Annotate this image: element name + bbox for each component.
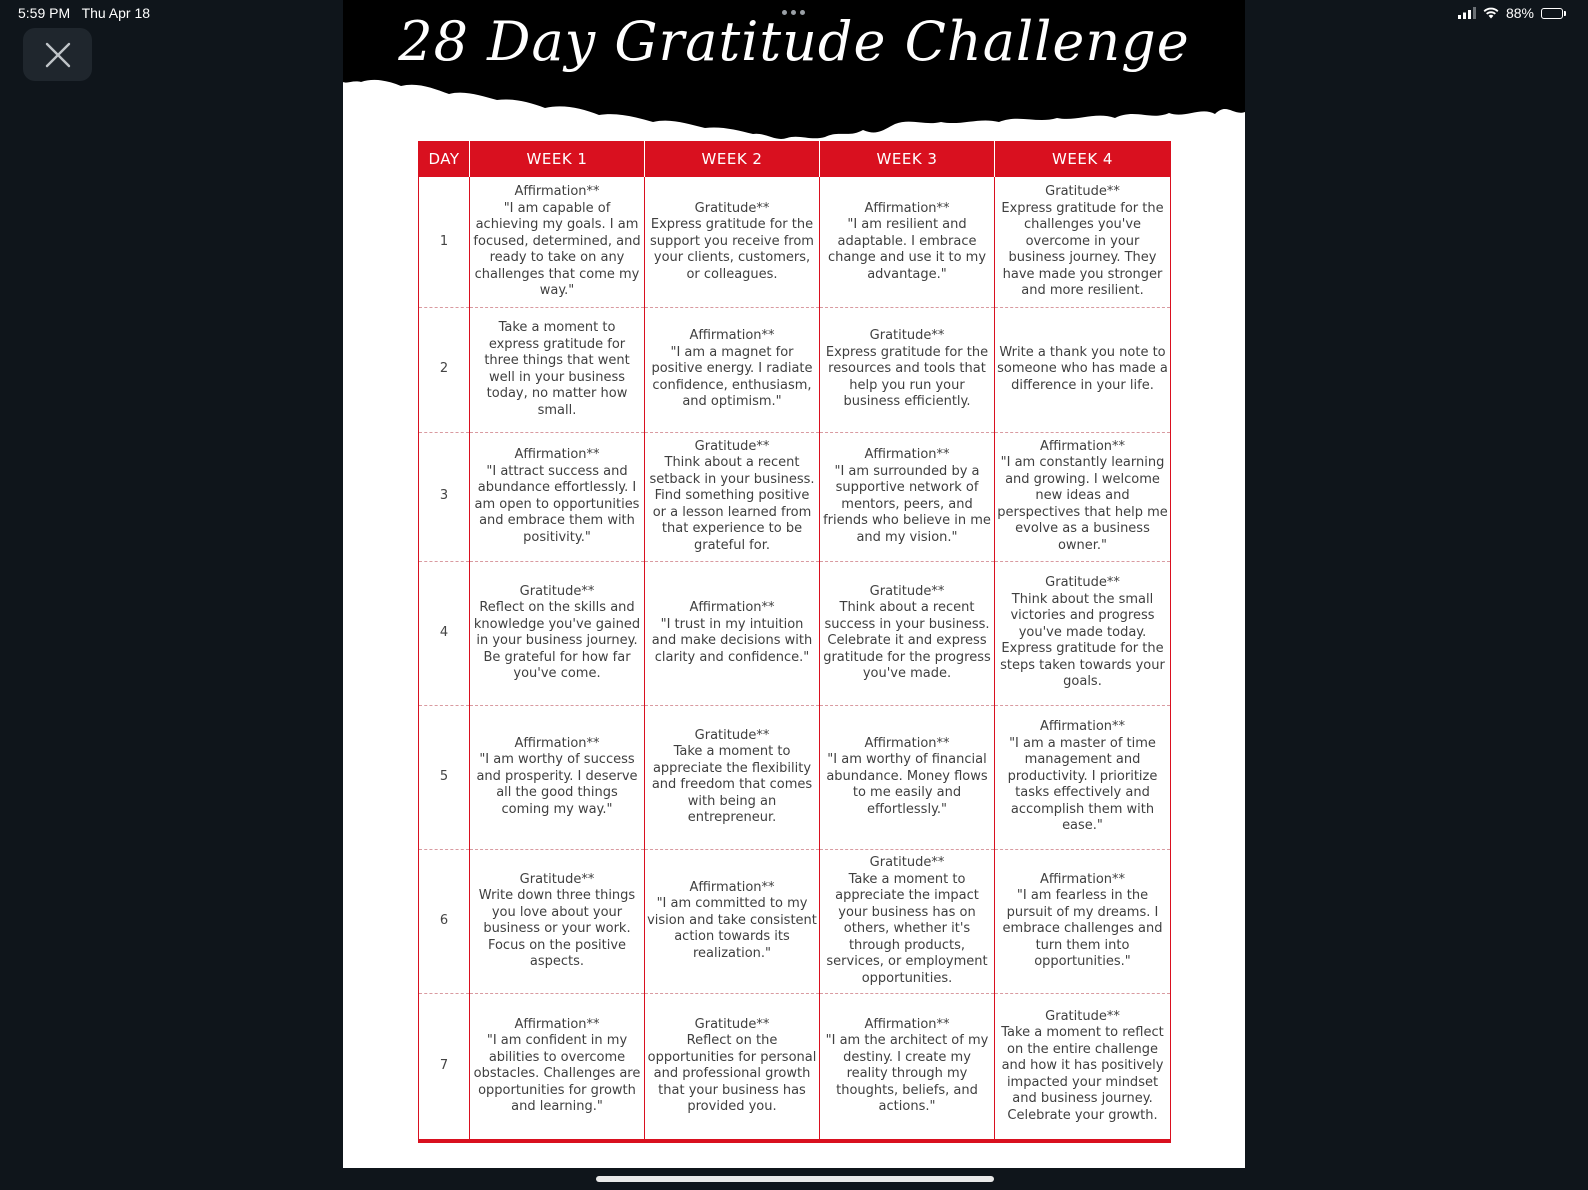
prompt-text: "I trust in my intuition and make decisions with clarity and confidence." — [651, 616, 813, 665]
prompt-text: "I am the architect of my destiny. I create my reality through my thoughts, beliefs, and actions." — [825, 1033, 989, 1115]
prompt-text: "I am surrounded by a supportive network of mentors, peers, and friends who believe in me and my vision." — [823, 463, 991, 545]
prompt-text: Think about a recent setback in your business. Find something positive or a lesson learned from that experience to be grateful for. — [649, 455, 815, 553]
table-row — [419, 432, 1171, 561]
column-header-week-3: WEEK 3 — [820, 141, 995, 177]
prompt-type: Gratitude** — [869, 855, 945, 870]
prompt-text: Take a moment to appreciate the impact your business has on others, whether it's through products, services, or employment opportunities. — [826, 871, 988, 986]
prompt-type: Affirmation** — [514, 447, 600, 462]
challenge-cell-week-3 — [820, 705, 995, 849]
prompt-type: Affirmation** — [514, 735, 600, 751]
status-indicators — [1458, 5, 1566, 21]
prompt-text: Think about a recent success in your business. Celebrate it and express gratitude for the progress you've made. — [823, 600, 991, 681]
challenge-cell-week-4 — [995, 705, 1171, 849]
close-icon — [45, 42, 71, 68]
battery-icon — [1541, 8, 1566, 19]
challenge-cell-week-1 — [470, 561, 645, 705]
day-number: 5 — [419, 705, 470, 849]
challenge-cell-week-4 — [995, 307, 1171, 432]
challenge-cell-week-2 — [645, 993, 820, 1141]
challenge-cell-week-1 — [470, 849, 645, 993]
column-header-week-1: WEEK 1 — [470, 141, 645, 177]
prompt-text: "I am worthy of financial abundance. Money flows to me easily and effortlessly." — [826, 752, 988, 817]
prompt-type: Affirmation** — [689, 600, 775, 615]
table-row — [419, 561, 1171, 705]
challenge-cell-week-2 — [645, 849, 820, 993]
home-indicator[interactable] — [596, 1176, 994, 1182]
challenge-cell-week-1 — [470, 307, 645, 432]
prompt-type: Affirmation** — [864, 1016, 950, 1032]
prompt-text: "I am a magnet for positive energy. I radiate confidence, enthusiasm, and optimism." — [651, 344, 813, 410]
prompt-text: Reflect on the opportunities for personal and professional growth that your business has provided you. — [647, 1033, 817, 1115]
prompt-type: Gratitude** — [869, 583, 945, 599]
wifi-icon — [1483, 7, 1499, 19]
prompt-type: Affirmation** — [864, 447, 950, 462]
challenge-cell-week-3 — [820, 177, 995, 307]
prompt-text: Write a thank you note to someone who has made a difference in your life. — [997, 344, 1168, 393]
prompt-type: Gratitude** — [694, 200, 770, 216]
prompt-type: Affirmation** — [689, 328, 775, 344]
prompt-text: Take a moment to express gratitude for three things that went well in your business today, no matter how small. — [484, 320, 630, 418]
prompt-type: Affirmation** — [864, 735, 950, 751]
challenge-cell-week-2 — [645, 561, 820, 705]
prompt-type: Gratitude** — [519, 583, 595, 599]
challenge-cell-week-4 — [995, 561, 1171, 705]
day-number: 3 — [419, 432, 470, 561]
challenge-cell-week-3 — [820, 849, 995, 993]
prompt-type: Affirmation** — [689, 879, 775, 895]
challenge-cell-week-1 — [470, 993, 645, 1141]
prompt-type: Affirmation** — [514, 1016, 600, 1032]
prompt-type: Affirmation** — [1039, 871, 1126, 887]
signal-icon — [1458, 7, 1476, 19]
prompt-text: "I am a master of time management and productivity. I prioritize tasks effectively and accomplish them with ease." — [1007, 735, 1158, 834]
table-row — [419, 849, 1171, 993]
challenge-cell-week-2 — [645, 177, 820, 307]
challenge-cell-week-1 — [470, 705, 645, 849]
prompt-text: Express gratitude for the challenges you've overcome in your business journey. They have made you stronger and more resilient. — [1001, 200, 1164, 298]
prompt-text: "I am resilient and adaptable. I embrace change and use it to my advantage." — [827, 217, 987, 282]
prompt-text: Think about the small victories and progress you've made today. Express gratitude for the steps taken towards your goals. — [1000, 591, 1165, 690]
day-number: 4 — [419, 561, 470, 705]
prompt-text: "I am confident in my abilities to overcome obstacles. Challenges are opportunities for growth and learning." — [473, 1033, 641, 1115]
table-row — [419, 177, 1171, 307]
challenge-cell-week-2 — [645, 432, 820, 561]
prompt-text: Reflect on the skills and knowledge you've gained in your business journey. Be grateful for how far you've come. — [473, 600, 641, 681]
challenge-cell-week-4 — [995, 993, 1171, 1141]
column-header-week-4: WEEK 4 — [995, 141, 1171, 177]
prompt-type: Gratitude** — [1045, 1008, 1120, 1024]
prompt-text: "I attract success and abundance effortlessly. I am open to opportunities and embrace them with positivity." — [474, 463, 640, 545]
prompt-text: "I am committed to my vision and take consistent action towards its realization." — [647, 896, 817, 961]
column-header-day: DAY — [419, 141, 470, 177]
challenge-cell-week-4 — [995, 432, 1171, 561]
prompt-type: Gratitude** — [694, 727, 770, 743]
challenge-cell-week-1 — [470, 177, 645, 307]
prompt-type: Affirmation** — [1039, 438, 1126, 454]
challenge-cell-week-1 — [470, 432, 645, 561]
prompt-type: Affirmation** — [514, 184, 600, 199]
challenge-table — [418, 141, 1171, 1143]
challenge-cell-week-4 — [995, 177, 1171, 307]
prompt-text: "I am capable of achieving my goals. I am focused, determined, and ready to take on any challenges that come my way." — [473, 200, 641, 298]
status-time: 5:59 PM Thu Apr 18 — [18, 5, 151, 21]
challenge-cell-week-2 — [645, 705, 820, 849]
table-row — [419, 705, 1171, 849]
prompt-text: Write down three things you love about your business or your work. Focus on the positive aspects. — [478, 888, 636, 969]
challenge-cell-week-3 — [820, 993, 995, 1141]
prompt-type: Gratitude** — [694, 438, 770, 454]
battery-percent: 88% — [1505, 5, 1534, 21]
table-row — [419, 307, 1171, 432]
prompt-type: Gratitude** — [1045, 575, 1120, 591]
close-button[interactable] — [23, 28, 92, 81]
day-number: 2 — [419, 307, 470, 432]
prompt-type: Gratitude** — [869, 328, 945, 344]
challenge-cell-week-3 — [820, 432, 995, 561]
prompt-type: Affirmation** — [1039, 719, 1126, 735]
prompt-text: Express gratitude for the support you receive from your clients, customers, or colleagues. — [650, 217, 814, 282]
prompt-text: "I am worthy of success and prosperity. I deserve all the good things coming my way." — [476, 752, 638, 817]
day-number: 1 — [419, 177, 470, 307]
challenge-cell-week-3 — [820, 307, 995, 432]
challenge-cell-week-2 — [645, 307, 820, 432]
day-number: 7 — [419, 993, 470, 1141]
prompt-text: Take a moment to reflect on the entire challenge and how it has positively impacted your mindset and business journey. Celebrate your growth. — [1001, 1025, 1164, 1123]
prompt-text: "I am fearless in the pursuit of my dreams. I embrace challenges and turn them into opportunities." — [1002, 888, 1163, 969]
table-header-row — [419, 141, 1171, 177]
table-row — [419, 993, 1171, 1141]
prompt-type: Affirmation** — [864, 200, 950, 216]
prompt-text: Express gratitude for the resources and tools that help you run your business efficiently. — [825, 344, 989, 410]
challenge-cell-week-4 — [995, 849, 1171, 993]
prompt-type: Gratitude** — [694, 1016, 770, 1032]
prompt-type: Gratitude** — [1045, 184, 1120, 199]
column-header-week-2: WEEK 2 — [645, 141, 820, 177]
page-title: 28 Day Gratitude Challenge — [398, 10, 1190, 73]
day-number: 6 — [419, 849, 470, 993]
challenge-cell-week-3 — [820, 561, 995, 705]
prompt-text: Take a moment to appreciate the flexibility and freedom that comes with being an entrepreneur. — [651, 744, 813, 825]
document-page[interactable] — [343, 0, 1245, 1168]
prompt-text: "I am constantly learning and growing. I welcome new ideas and perspectives that help me evolve as a business owner." — [997, 455, 1168, 553]
prompt-type: Gratitude** — [519, 871, 595, 887]
